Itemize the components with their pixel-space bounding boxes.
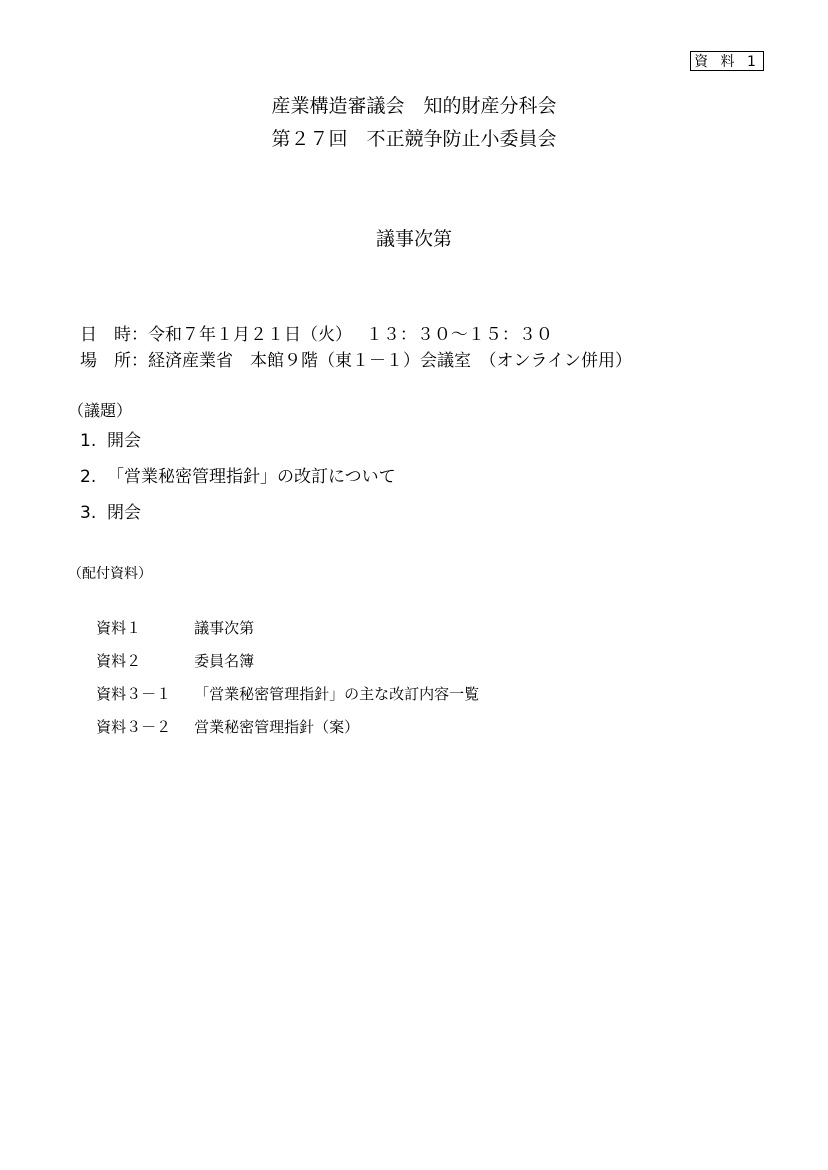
material-title: 委員名簿 [194, 652, 255, 670]
material-id: 資料３－２ [96, 718, 172, 736]
agenda-item: 3. 閉会 [80, 503, 142, 523]
document-label-box: 資 料 1 [690, 51, 764, 71]
agenda-heading: 議事次第 [375, 228, 452, 250]
agenda-item: 2. 「営業秘密管理指針」の改訂について [80, 467, 396, 487]
material-title: 「営業秘密管理指針」の主な改訂内容一覧 [194, 685, 480, 703]
materials-section-label: （配付資料） [68, 566, 152, 582]
material-row [77, 694, 359, 760]
title-line-1: 産業構造審議会 知的財産分科会 [271, 95, 557, 117]
meeting-datetime: 日 時：令和７年１月２１日（火） １３：３０～１５：３０ [80, 325, 553, 345]
title-line-2: 第２７回 不正競争防止小委員会 [271, 128, 557, 150]
material-id: 資料３－１ [96, 685, 172, 703]
material-title: 営業秘密管理指針（案） [194, 718, 360, 736]
material-id: 資料２ [96, 652, 142, 670]
agenda-item: 1. 開会 [80, 431, 142, 451]
agenda-section-label: （議題） [68, 401, 133, 420]
meeting-place: 場 所：経済産業省 本館９階（東１－１）会議室 （オンライン併用） [80, 351, 632, 371]
material-id: 資料１ [96, 619, 142, 637]
material-title: 議事次第 [194, 619, 255, 637]
